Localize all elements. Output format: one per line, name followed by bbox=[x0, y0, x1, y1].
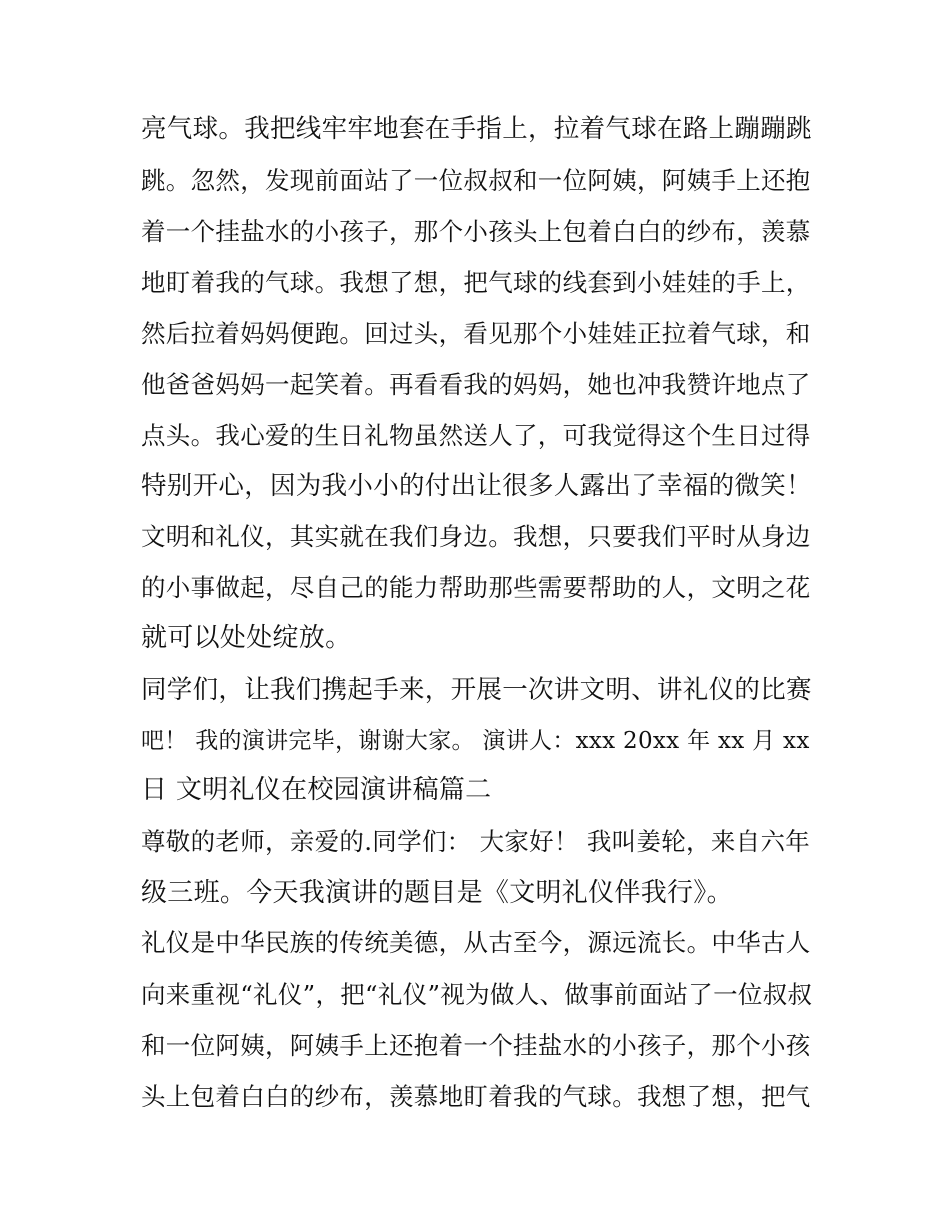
text-line: 向来重视“礼仪”，把“礼仪”视为做人、做事前面站了一位叔叔 bbox=[141, 980, 813, 1009]
text-line: 日 文明礼仪在校园演讲稿篇二 bbox=[141, 775, 492, 805]
text-line: 跳。忽然，发现前面站了一位叔叔和一位阿姨，阿姨手上还抱 bbox=[141, 166, 811, 195]
text-line: 的小事做起，尽自己的能力帮助那些需要帮助的人，文明之花 bbox=[141, 573, 811, 602]
text-line: 同学们，让我们携起手来，开展一次讲文明、讲礼仪的比赛 bbox=[141, 675, 812, 705]
text-line: 尊敬的老师，亲爱的.同学们： 大家好！ 我叫姜轮，来自六年 bbox=[141, 827, 811, 856]
text-line: 地盯着我的气球。我想了想，把气球的线套到小娃娃的手上， bbox=[141, 268, 811, 297]
text-line: 他爸爸妈妈一起笑着。再看看我的妈妈，她也冲我赞许地点了 bbox=[141, 370, 811, 399]
text-line: 和一位阿姨，阿姨手上还抱着一个挂盐水的小孩子，那个小孩 bbox=[141, 1031, 811, 1060]
text-line: 就可以处处绽放。 bbox=[141, 623, 352, 653]
text-line: 然后拉着妈妈便跑。回过头，看见那个小娃娃正拉着气球，和 bbox=[141, 319, 811, 348]
text-line: 级三班。今天我演讲的题目是《文明礼仪伴我行》。 bbox=[141, 878, 733, 908]
text-line: 头上包着白白的纱布，羡慕地盯着我的气球。我想了想，把气 bbox=[141, 1082, 811, 1111]
text-line: 特别开心，因为我小小的付出让很多人露出了幸福的微笑！ bbox=[141, 471, 812, 501]
text-line: 礼仪是中华民族的传统美德，从古至今，源远流长。中华古人 bbox=[141, 928, 811, 957]
text-line: 文明和礼仪，其实就在我们身边。我想，只要我们平时从身边 bbox=[141, 522, 811, 551]
text-line: 点头。我心爱的生日礼物虽然送人了，可我觉得这个生日过得 bbox=[141, 421, 811, 450]
text-line: 亮气球。我把线牢牢地套在手指上，拉着气球在路上蹦蹦跳 bbox=[141, 114, 812, 144]
text-line: 吧！ 我的演讲完毕，谢谢大家。 演讲人：xxx 20xx 年 xx 月 xx bbox=[141, 728, 810, 754]
text-line: 着一个挂盐水的小孩子，那个小孩头上包着白白的纱布，羡慕 bbox=[141, 217, 811, 246]
